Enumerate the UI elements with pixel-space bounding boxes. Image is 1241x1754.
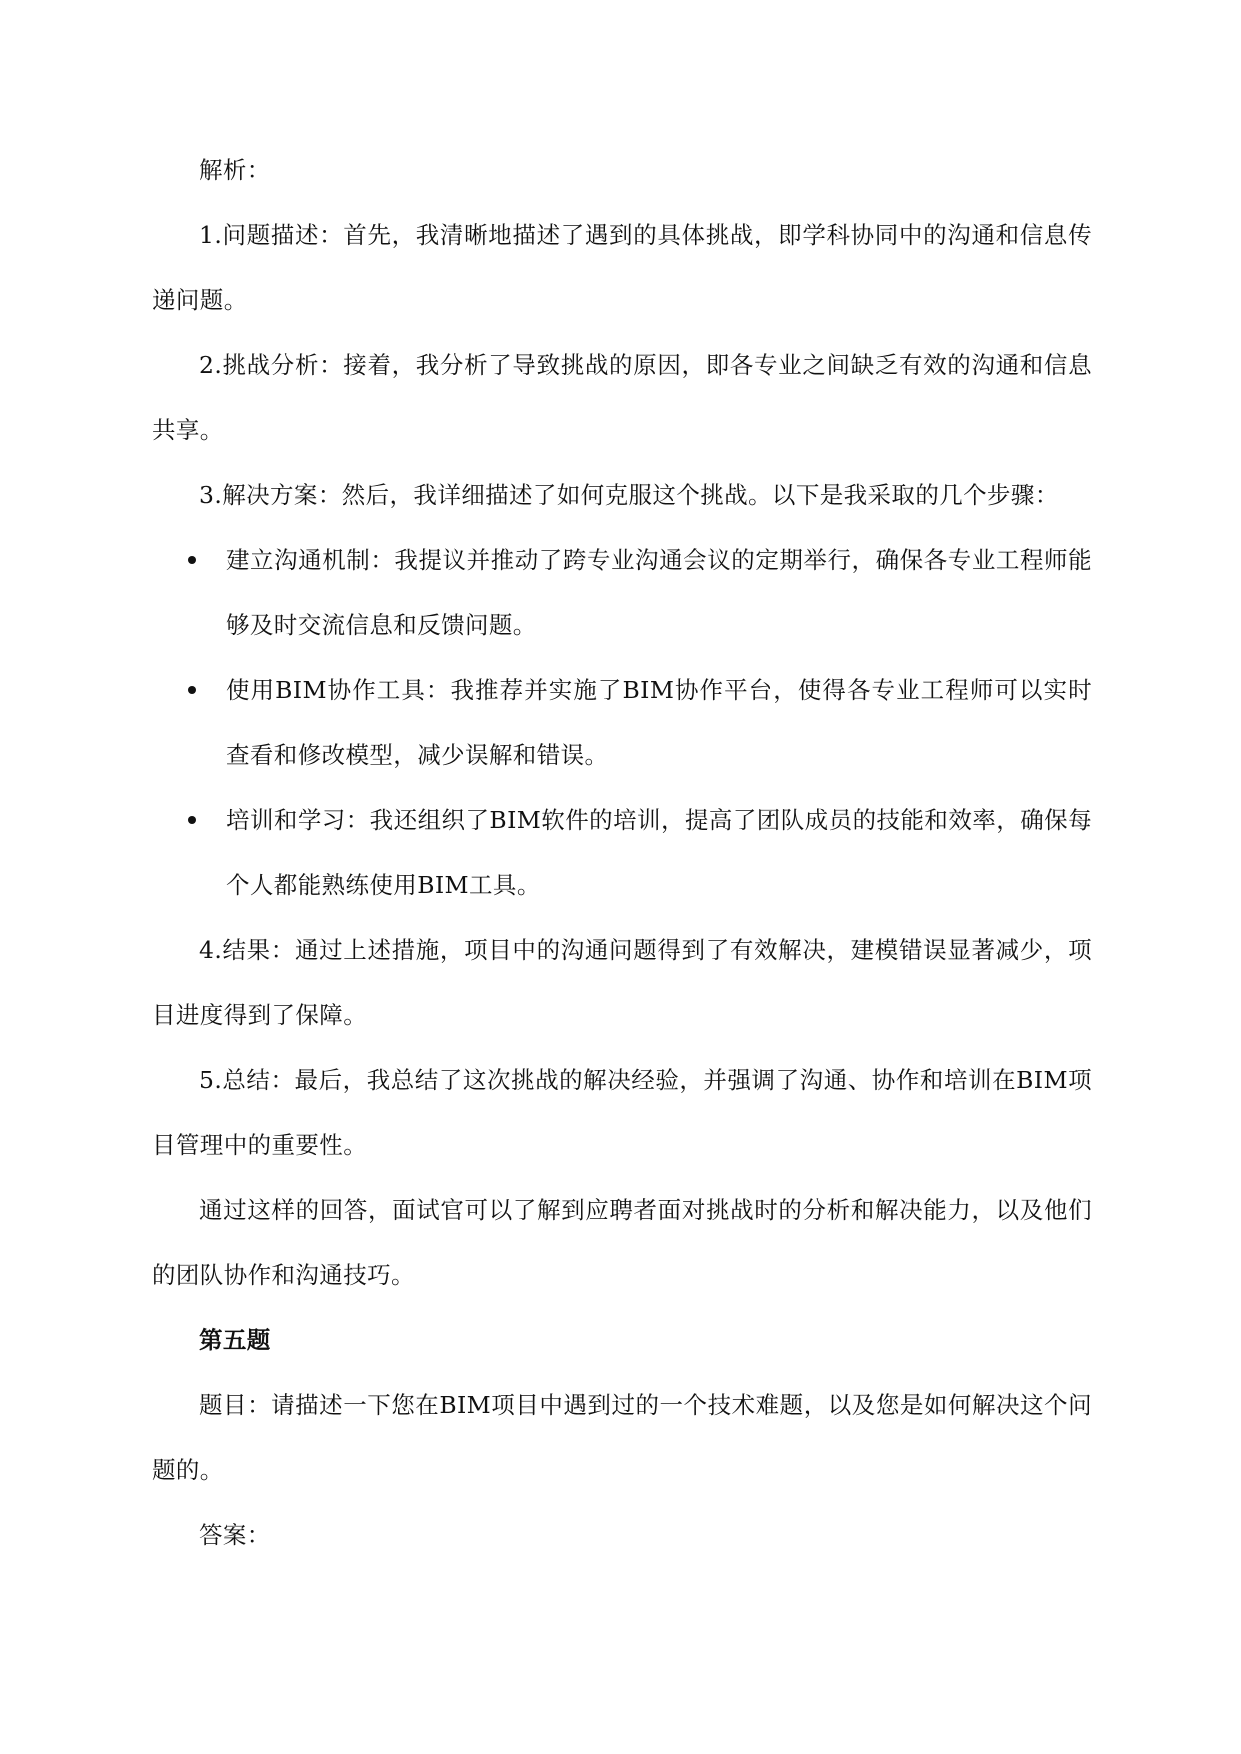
point-problem-description: 1.问题描述：首先，我清晰地描述了遇到的具体挑战，即学科协同中的沟通和信息传递问题。 bbox=[152, 221, 1092, 314]
list-item-text: 使用BIM协作工具：我推荐并实施了BIM协作平台，使得各专业工程师可以实时查看和修改模型，减少误解和错误。 bbox=[226, 676, 1092, 769]
question-text: 题目：请描述一下您在BIM项目中遇到过的一个技术难题，以及您是如何解决这个问题的。 bbox=[152, 1391, 1092, 1484]
point-solution: 3.解决方案：然后，我详细描述了如何克服这个挑战。以下是我采取的几个步骤： bbox=[199, 481, 1059, 509]
list-item-text: 培训和学习：我还组织了BIM软件的培训，提高了团队成员的技能和效率，确保每个人都能熟练使用BIM工具。 bbox=[226, 806, 1092, 899]
analysis-label: 解析： bbox=[199, 156, 271, 184]
solution-steps-list bbox=[152, 528, 1092, 918]
bullet-icon bbox=[188, 816, 196, 824]
list-item bbox=[152, 788, 1092, 918]
section-heading: 第五题 bbox=[199, 1326, 271, 1354]
bullet-icon bbox=[188, 556, 196, 564]
closing-paragraph: 通过这样的回答，面试官可以了解到应聘者面对挑战时的分析和解决能力，以及他们的团队协作和沟通技巧。 bbox=[152, 1196, 1092, 1289]
point-summary: 5.总结：最后，我总结了这次挑战的解决经验，并强调了沟通、协作和培训在BIM项目管理中的重要性。 bbox=[152, 1066, 1092, 1159]
list-item bbox=[152, 528, 1092, 658]
point-challenge-analysis: 2.挑战分析：接着，我分析了导致挑战的原因，即各专业之间缺乏有效的沟通和信息共享。 bbox=[152, 351, 1092, 444]
list-item bbox=[152, 658, 1092, 788]
document-page bbox=[152, 138, 1092, 1568]
answer-label: 答案： bbox=[199, 1521, 271, 1549]
point-result: 4.结果：通过上述措施，项目中的沟通问题得到了有效解决，建模错误显著减少，项目进度得到了保障。 bbox=[152, 936, 1092, 1029]
bullet-icon bbox=[188, 686, 196, 694]
list-item-text: 建立沟通机制：我提议并推动了跨专业沟通会议的定期举行，确保各专业工程师能够及时交流信息和反馈问题。 bbox=[226, 546, 1092, 639]
